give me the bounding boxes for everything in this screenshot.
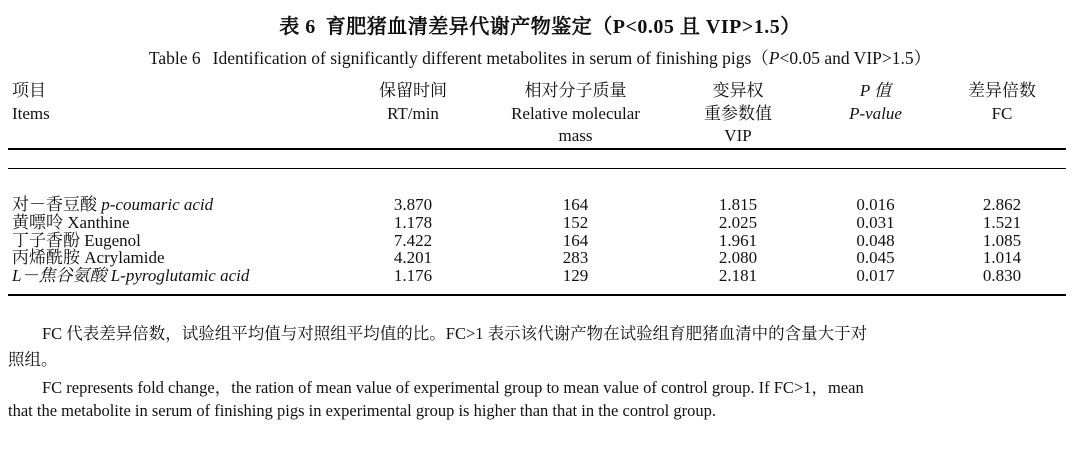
table-row (8, 267, 1066, 295)
cell-fc: 1.014 (982, 248, 1022, 268)
cell-fc: 2.862 (982, 194, 1022, 214)
table-head (8, 80, 1066, 149)
cell-vip: 1.815 (718, 194, 758, 214)
table-top-rule (8, 149, 1066, 169)
cell-rt: 1.178 (393, 212, 433, 232)
item-en: p-coumaric acid (101, 194, 214, 214)
note-cn-line1: FC 代表差异倍数，试验组平均值与对照组平均值的比。FC>1 表示该代谢产物在试验组育肥猪血清中的含量大于对 (42, 324, 868, 344)
note-cn-line2: 照组。 (8, 349, 58, 369)
column-header-items-en: Items (12, 103, 50, 123)
table-title-en-mid: <0.05 and VIP>1.5） (779, 48, 932, 68)
cell-vip: 2.025 (718, 212, 758, 232)
table-bottom-rule (8, 295, 1066, 314)
column-header-vip-cn2: 重参数值 (704, 103, 772, 123)
metabolites-table (8, 80, 1066, 314)
cell-vip: 2.181 (718, 266, 758, 286)
table-row (8, 214, 1066, 232)
note-en-line1: FC represents fold change，the ration of mean value of experimental group to mean value of control group. If FC>1，mean (42, 377, 864, 397)
item-en: Xanthine (67, 212, 130, 232)
table-row (8, 232, 1066, 250)
table-title-en-stat: P (768, 48, 780, 68)
column-header-fc (938, 80, 1066, 149)
cell-mass: 283 (562, 248, 589, 268)
cell-vip: 1.961 (718, 230, 758, 250)
item-cn: L－焦谷氨酸 (12, 266, 107, 286)
cell-item (8, 187, 338, 214)
cell-pvalue: 0.017 (856, 266, 895, 286)
table-header-rule (8, 168, 1066, 187)
column-header-pvalue-cn (813, 80, 938, 103)
column-header-fc-cn: 差异倍数 (968, 81, 1036, 100)
item-en: Eugenol (84, 230, 141, 250)
header-row (8, 80, 1066, 149)
cell-pvalue: 0.045 (856, 248, 895, 268)
column-header-mass (488, 80, 663, 149)
column-header-items (8, 80, 338, 149)
table-body (8, 187, 1066, 295)
table-number-en: Table 6 (148, 48, 201, 68)
table-row (8, 249, 1066, 267)
cell-rt: 7.422 (393, 230, 433, 250)
column-header-vip-cn1: 变异权 (712, 81, 764, 100)
item-en: Acrylamide (84, 248, 165, 268)
table-row (8, 187, 1066, 214)
cell-mass: 129 (562, 266, 589, 286)
column-header-vip (663, 80, 813, 149)
cell-rt: 4.201 (393, 248, 433, 268)
cell-pvalue: 0.048 (856, 230, 895, 250)
table-title-cn (8, 10, 1072, 39)
column-header-items-cn: 项目 (12, 81, 46, 100)
cell-fc: 1.085 (982, 230, 1022, 250)
cell-item (8, 214, 338, 232)
column-header-vip-en: VIP (724, 126, 752, 146)
item-cn: 黄嘌呤 (12, 212, 63, 232)
cell-item (8, 267, 338, 295)
cell-fc: 1.521 (982, 212, 1022, 232)
item-cn: 丙烯酰胺 (12, 248, 80, 268)
column-header-pvalue (813, 80, 938, 149)
column-header-pvalue-en (813, 103, 938, 126)
item-cn: 对－香豆酸 (12, 194, 97, 214)
column-header-pvalue-en-text: P-value (849, 103, 902, 123)
table-title-cn-text: 育肥猪血清差异代谢产物鉴定（P<0.05 且 VIP>1.5） (325, 16, 801, 38)
cell-mass: 152 (562, 212, 589, 232)
column-header-mass-cn: 相对分子质量 (524, 81, 627, 100)
cell-mass: 164 (562, 194, 589, 214)
cell-rt: 1.176 (393, 266, 433, 286)
item-cn: 丁子香酚 (12, 230, 80, 250)
item-en: L-pyroglutamic acid (110, 266, 250, 286)
column-header-rt-en: RT/min (387, 103, 439, 123)
cell-vip: 2.080 (718, 248, 758, 268)
cell-pvalue: 0.031 (856, 212, 895, 232)
table-number-cn: 表 6 (279, 16, 316, 38)
column-header-rt-cn: 保留时间 (379, 81, 447, 100)
cell-item (8, 232, 338, 250)
column-header-mass-en2: mass (558, 126, 593, 146)
table-title-en-pre: Identification of significantly different metabolites in serum of finishing pigs（ (212, 48, 769, 68)
table-title-en (8, 45, 1072, 70)
column-header-fc-en: FC (991, 103, 1013, 123)
column-header-mass-en: Relative molecular (511, 103, 640, 123)
cell-item (8, 249, 338, 267)
cell-rt: 3.870 (393, 194, 433, 214)
table-note-en (8, 376, 1072, 423)
column-header-pvalue-cn-text: P 值 (859, 81, 892, 100)
cell-fc: 0.830 (982, 266, 1022, 286)
cell-pvalue: 0.016 (856, 194, 895, 214)
table-note-cn (8, 322, 1072, 372)
note-en-line2: that the metabolite in serum of finishing pigs in experimental group is higher than that in the control group. (8, 401, 716, 421)
column-header-rt (338, 80, 488, 149)
cell-mass: 164 (562, 230, 589, 250)
